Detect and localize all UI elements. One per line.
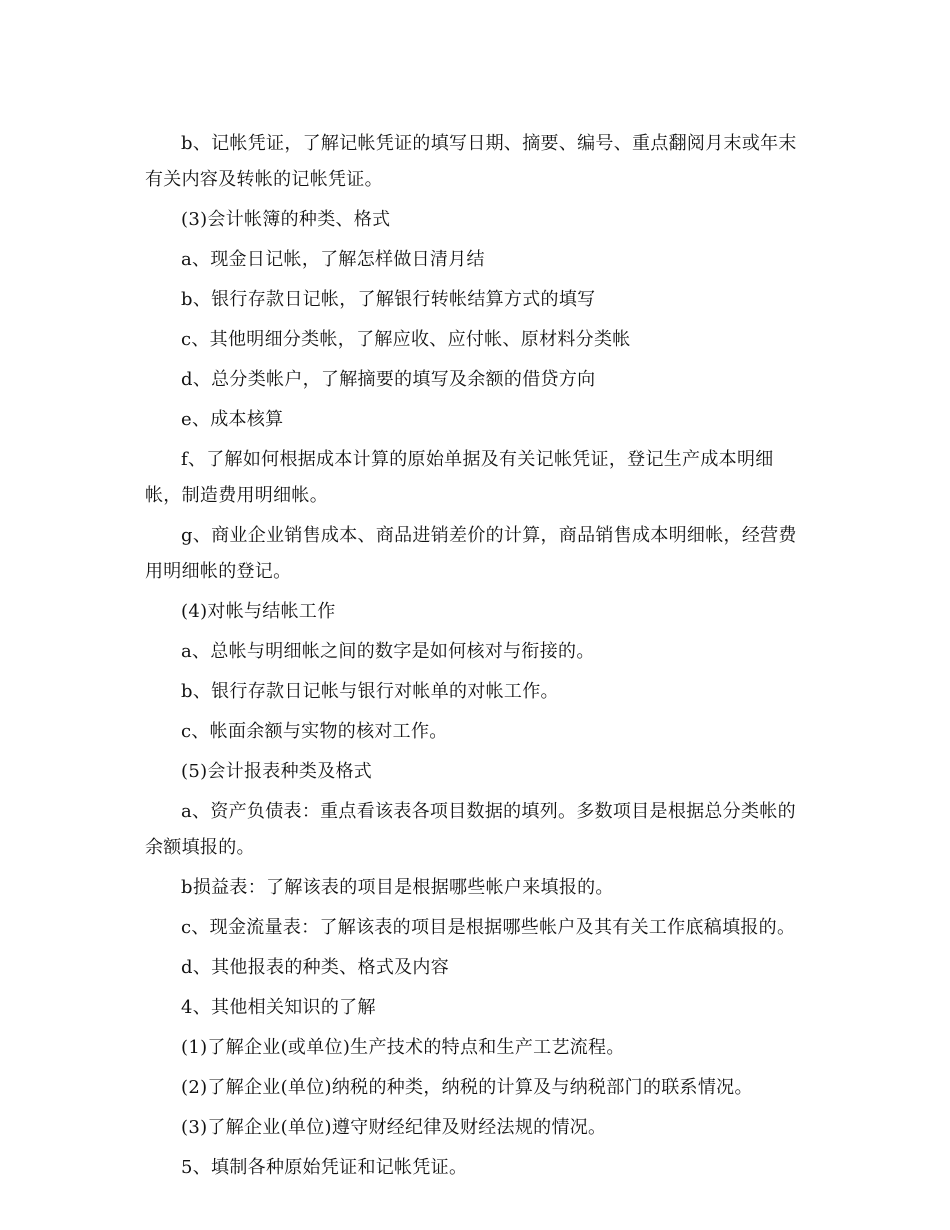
paragraph-balance-sheet: a、资产负债表：重点看该表各项目数据的填列。多数项目是根据总分类帐的余额填报的。 [145, 801, 796, 858]
paragraph-inventory-check: c、帐面余额与实物的核对工作。 [181, 721, 448, 742]
paragraph-general-ledger: d、总分类帐户，了解摘要的填写及余额的借贷方向 [181, 369, 596, 390]
paragraph-cash-flow: c、现金流量表：了解该表的项目是根据哪些帐户及其有关工作底稿填报的。 [181, 917, 796, 938]
document-body [145, 126, 810, 1190]
paragraph-other-statements: d、其他报表的种类、格式及内容 [181, 957, 450, 978]
paragraph-production-process: (1)了解企业(或单位)生产技术的特点和生产工艺流程。 [181, 1037, 625, 1058]
heading-financial-statements: (5)会计报表种类及格式 [181, 761, 373, 782]
paragraph-sales-cost: g、商业企业销售成本、商品进销差价的计算，商品销售成本明细帐，经营费用明细帐的登记。 [145, 525, 797, 582]
paragraph-voucher-b: b、记帐凭证，了解记帐凭证的填写日期、摘要、编号、重点翻阅月末或年末有关内容及转帐的记帐凭证。 [145, 133, 797, 190]
paragraph-bank-reconciliation: b、银行存款日记帐与银行对帐单的对帐工作。 [181, 681, 559, 702]
heading-related-knowledge: 4、其他相关知识的了解 [181, 997, 376, 1018]
paragraph-compliance: (3)了解企业(单位)遵守财经纪律及财经法规的情况。 [181, 1117, 607, 1138]
paragraph-cash-journal: a、现金日记帐，了解怎样做日清月结 [181, 249, 485, 270]
paragraph-ledger-matching: a、总帐与明细帐之间的数字是如何核对与衔接的。 [181, 641, 595, 662]
paragraph-income-statement: b损益表：了解该表的项目是根据哪些帐户来填报的。 [181, 877, 614, 898]
paragraph-subsidiary-ledger: c、其他明细分类帐，了解应收、应付帐、原材料分类帐 [181, 329, 631, 350]
paragraph-production-cost: f、了解如何根据成本计算的原始单据及有关记帐凭证，登记生产成本明细帐，制造费用明细帐。 [145, 449, 774, 506]
heading-account-books: (3)会计帐簿的种类、格式 [181, 209, 391, 230]
paragraph-bank-journal: b、银行存款日记帐，了解银行转帐结算方式的填写 [181, 289, 596, 310]
heading-fill-vouchers: 5、填制各种原始凭证和记帐凭证。 [181, 1157, 468, 1178]
paragraph-cost-accounting: e、成本核算 [181, 409, 284, 430]
paragraph-tax: (2)了解企业(单位)纳税的种类，纳税的计算及与纳税部门的联系情况。 [181, 1077, 753, 1098]
heading-reconciliation: (4)对帐与结帐工作 [181, 601, 336, 622]
